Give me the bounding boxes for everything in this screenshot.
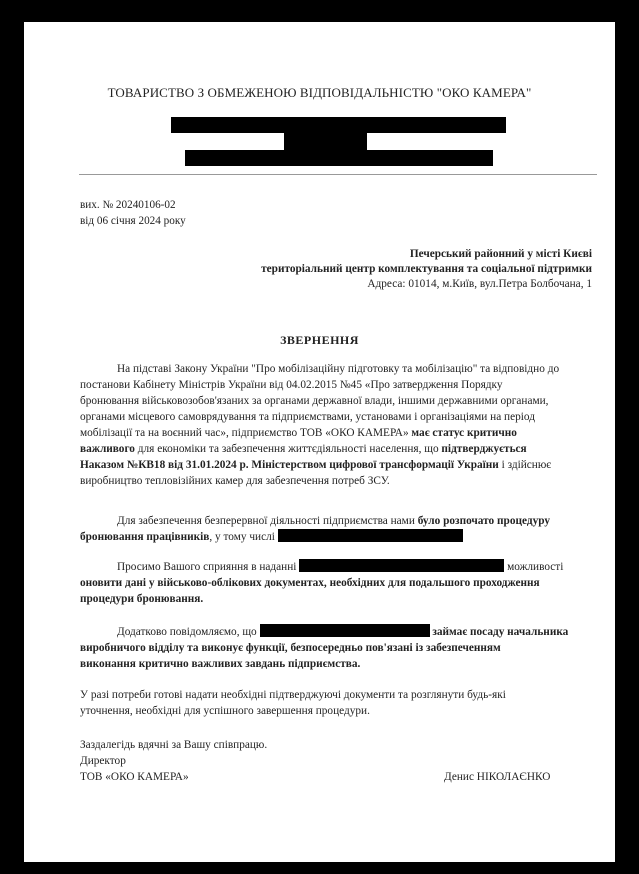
text-segment-bold: було розпочато процедуру xyxy=(417,515,550,527)
text-segment-bold: оновити дані у військово-облікових документах, необхідних для подальшого проходження xyxy=(80,577,540,589)
outgoing-date: від 06 січня 2024 року xyxy=(80,215,186,227)
text-segment-bold: Наказом №КВ18 від 31.01.2024 р. Міністерством цифрової трансформації України xyxy=(80,459,499,471)
document-heading: ЗВЕРНЕННЯ xyxy=(280,333,359,347)
text-line: бронювання військовозобов'язаних за органами державної влади, іншими державними органами, xyxy=(80,395,549,407)
paragraph-position xyxy=(80,624,598,672)
text-line xyxy=(80,441,598,457)
outgoing-number: вих. № 20240106-02 xyxy=(80,199,176,211)
text-segment: і здійснює xyxy=(501,459,552,471)
paragraph-reservation xyxy=(80,513,598,545)
text-line xyxy=(80,624,598,640)
signatory-name: Денис НІКОЛАЄНКО xyxy=(444,771,551,783)
redacted-name xyxy=(278,529,463,542)
text-segment: Для забезпечення безперервної діяльності підприємства нами xyxy=(117,515,415,527)
redacted-block xyxy=(185,150,493,166)
text-line: На підставі Закону України "Про мобілізаційну підготовку та мобілізацію" та відповідно до xyxy=(117,363,560,375)
text-line: виконання критично важливих завдань підприємства. xyxy=(80,658,361,670)
text-line: виробничого відділу та виконує функції, безпосередньо пов'язані із забезпеченням xyxy=(80,642,501,654)
text-line xyxy=(80,559,598,575)
recipient-center: територіальний центр комплектування та соціальної підтримки xyxy=(261,263,592,275)
text-segment: , у тому числі xyxy=(209,531,275,543)
text-segment-bold: підтверджується xyxy=(441,443,527,455)
recipient-address: Адреса: 01014, м.Київ, вул.Петра Болбочана, 1 xyxy=(367,278,592,290)
company-title: ТОВАРИСТВО З ОБМЕЖЕНОЮ ВІДПОВІДАЛЬНІСТЮ "ОКО КАМЕРА" xyxy=(107,85,532,100)
text-line: виробництво тепловізійних камер для забезпечення потреб ЗСУ. xyxy=(80,475,390,487)
paragraph-request xyxy=(80,559,598,607)
redacted-block xyxy=(171,117,506,133)
text-segment-bold: бронювання працівників xyxy=(80,531,210,543)
redacted-name xyxy=(260,624,430,637)
text-line xyxy=(80,513,598,529)
text-line xyxy=(80,529,598,545)
text-line xyxy=(80,457,598,473)
text-line: уточнення, необхідні для успішного завершення процедури. xyxy=(80,705,370,717)
header-divider xyxy=(79,174,597,175)
text-segment: мобілізації та на воєнний час», підприємство ТОВ «ОКО КАМЕРА» xyxy=(80,427,409,439)
signatory-company: ТОВ «ОКО КАМЕРА» xyxy=(80,771,189,783)
closing-thanks: Заздалегідь вдячні за Вашу співпрацю. xyxy=(80,739,268,751)
text-line: постанови Кабінету Міністрів України від 04.02.2015 №45 «Про затвердження Порядку xyxy=(80,379,503,391)
text-segment: Додатково повідомляємо, що xyxy=(117,626,257,638)
text-segment: можливості xyxy=(507,561,564,573)
text-line: процедури бронювання. xyxy=(80,593,204,605)
text-segment: для економіки та забезпечення життєдіяльності населення, що xyxy=(137,443,439,455)
document-page xyxy=(24,22,615,862)
text-line: У разі потреби готові надати необхідні підтверджуючі документи та розглянути будь-які xyxy=(80,689,506,701)
text-segment-bold: важливого xyxy=(80,443,135,455)
recipient-name: Печерський районний у місті Києві xyxy=(409,248,592,260)
text-segment-bold: займає посаду начальника xyxy=(432,626,569,638)
text-line: органами місцевого самоврядування та підприємствами, установами і організаціями на період xyxy=(80,411,535,423)
paragraph-documents xyxy=(80,687,598,719)
redacted-name xyxy=(299,559,504,572)
signatory-position: Директор xyxy=(80,755,126,767)
paragraph-basis xyxy=(80,361,598,489)
text-line xyxy=(80,425,598,441)
text-line xyxy=(80,575,598,591)
redacted-block xyxy=(284,133,367,150)
text-segment: Просимо Вашого сприяння в наданні xyxy=(117,561,297,573)
text-segment-bold: має статус критично xyxy=(411,427,517,439)
